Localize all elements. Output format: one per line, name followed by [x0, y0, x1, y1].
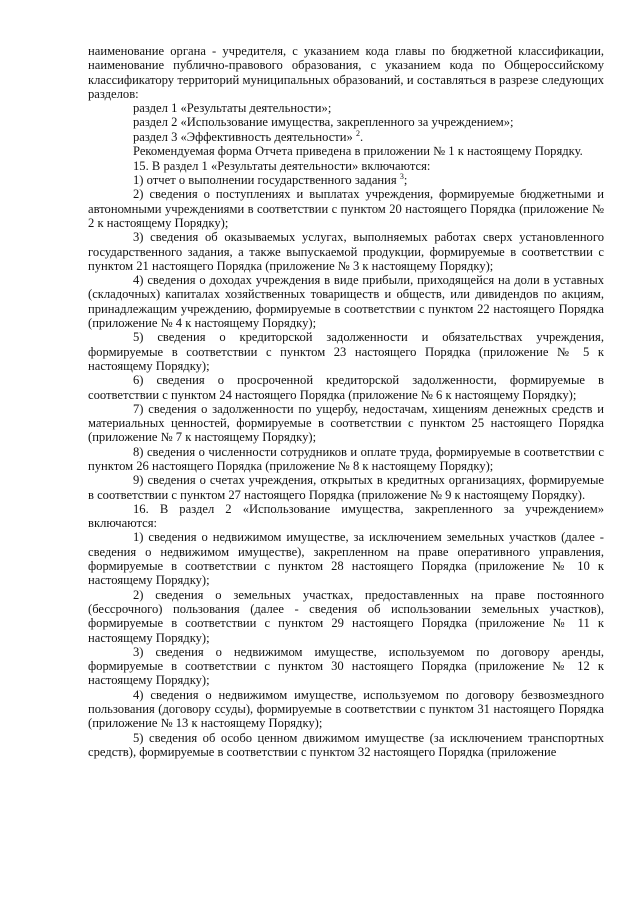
paragraph-15-item-6: 6) сведения о просроченной кредиторской задолженности, формируемые в соответствии с пунктом 24 настоящего Порядка (приложение № 6 к настоящему Порядку);	[88, 373, 604, 402]
paragraph-15-heading: 15. В раздел 1 «Результаты деятельности» включаются:	[133, 158, 431, 173]
section-3-text: раздел 3 «Эффективность деятельности»	[133, 129, 353, 144]
item-1-text: 1) отчет о выполнении государственного задания	[133, 173, 397, 188]
paragraph-16-item-1: 1) сведения о недвижимом имуществе, за исключением земельных участков (далее - сведения о недвижимом имуществе), закрепленном на праве оперативного управления, формируемые в соответствии с пунктом 28 настоящего Порядка (приложение № 10 к настоящему Порядку);	[88, 530, 604, 588]
section-1-line: раздел 1 «Результаты деятельности»;	[133, 101, 332, 116]
paragraph-16-item-2: 2) сведения о земельных участках, предоставленных на праве постоянного (бессрочного) пользования (далее - сведения об использовании земельных участков), формируемые в соответствии с пунктом 29 настоящего Порядка (приложение № 11 к настоящему Порядку);	[88, 587, 604, 645]
form-note-paragraph: Рекомендуемая форма Отчета приведена в приложении № 1 к настоящему Порядку.	[133, 144, 583, 159]
paragraph-15-item-9: 9) сведения о счетах учреждения, открытых в кредитных организациях, формируемые в соответствии с пунктом 27 настоящего Порядка (приложение № 9 к настоящему Порядку).	[88, 473, 604, 502]
footnote-2-marker: 2	[355, 128, 360, 138]
paragraph-16-item-5: 5) сведения об особо ценном движимом имуществе (за исключением транспортных средств), формируемые в соответствии с пунктом 32 настоящего Порядка (приложение	[88, 730, 604, 759]
section-3-line	[88, 130, 604, 144]
paragraph-16-item-4: 4) сведения о недвижимом имуществе, используемом по договору безвозмездного пользования (договору ссуды), формируемые в соответствии с пунктом 31 настоящего Порядка (приложение № 13 к настоящему Порядку);	[88, 687, 604, 731]
paragraph-15-item-8: 8) сведения о численности сотрудников и оплате труда, формируемые в соответствии с пунктом 26 настоящего Порядка (приложение № 8 к настоящему Порядку);	[88, 444, 604, 473]
paragraph-15-item-5: 5) сведения о кредиторской задолженности и обязательствах учреждения, формируемые в соответствии с пунктом 23 настоящего Порядка (приложение № 5 к настоящему Порядку);	[88, 330, 604, 373]
paragraph-15-item-7: 7) сведения о задолженности по ущербу, недостачам, хищениям денежных средств и материальных ценностей, формируемые в соответствии с пунктом 25 настоящего Порядка (приложение № 7 к настоящему Порядку);	[88, 401, 604, 445]
paragraph-15-item-3: 3) сведения об оказываемых услугах, выполняемых работах сверх установленного государственного задания, а также выпускаемой продукции, формируемые в соответствии с пунктом 21 настоящего Порядка (приложение № 3 к настоящему Порядку);	[88, 230, 604, 273]
paragraph-15-item-1	[88, 173, 604, 187]
paragraph-16-item-3: 3) сведения о недвижимом имуществе, используемом по договору аренды, формируемые в соответствии с пунктом 30 настоящего Порядка (приложение № 12 к настоящему Порядку);	[88, 644, 604, 688]
item-1-end: ;	[403, 173, 408, 188]
paragraph-15-item-4: 4) сведения о доходах учреждения в виде прибыли, приходящейся на доли в уставных (складочных) капиталах хозяйственных товариществ и обществ, или дивидендов по акциям, принадлежащим учреждению, формируемые в соответствии с пунктом 22 настоящего Порядка (приложение № 4 к настоящему Порядку);	[88, 273, 604, 331]
paragraph-16-heading: 16. В раздел 2 «Использование имущества, закрепленного за учреждением» включаются:	[88, 501, 604, 531]
footnote-3-marker: 3	[399, 171, 404, 181]
section-3-end: .	[359, 129, 364, 144]
paragraph-15-item-2: 2) сведения о поступлениях и выплатах учреждения, формируемые бюджетными и автономными учреждениями в соответствии с пунктом 20 настоящего Порядка (приложение № 2 к настоящему Порядку);	[88, 187, 604, 230]
intro-paragraph: наименование органа - учредителя, с указанием кода главы по бюджетной классификации, наименование публично-правового образования, с указанием кода по Общероссийскому классификатору территорий муниципальных образований, и составляться в разрезе следующих разделов:	[88, 44, 604, 101]
section-2-line: раздел 2 «Использование имущества, закрепленного за учреждением»;	[133, 115, 514, 130]
